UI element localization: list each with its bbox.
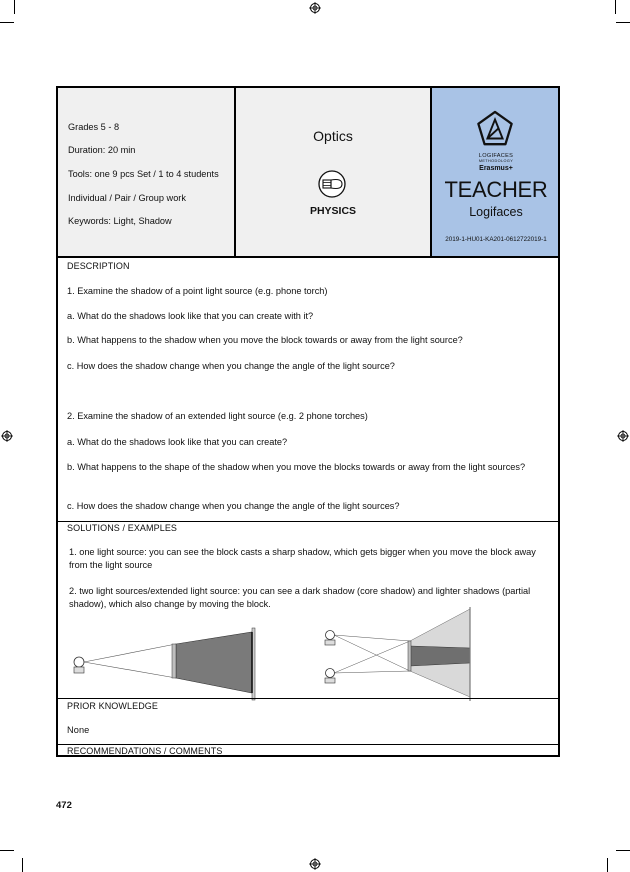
description-item: b. What happens to the shape of the shadow when you move the blocks towards or away from the light sources? xyxy=(67,462,526,472)
product-name: Logifaces xyxy=(469,205,523,219)
description-item: b. What happens to the shadow when you move the block towards or away from the light source? xyxy=(67,335,463,345)
description-item: c. How does the shadow change when you change the angle of the light source? xyxy=(67,361,395,371)
recommendations-heading: RECOMMENDATIONS / COMMENTS xyxy=(67,746,223,756)
worksheet-table xyxy=(56,86,560,757)
solution-item: 1. one light source: you can see the block casts a sharp shadow, which gets bigger when you move the block away from the light source xyxy=(69,547,536,570)
grades-text: Grades 5 - 8 xyxy=(68,122,120,132)
page-number: 472 xyxy=(56,800,72,811)
description-heading: DESCRIPTION xyxy=(67,261,130,271)
crop-mark xyxy=(615,0,616,14)
role-title: TEACHER xyxy=(444,177,548,202)
description-item: a. What do the shadows look like that you can create with it? xyxy=(67,311,314,321)
prior-knowledge-value: None xyxy=(67,725,90,735)
tools-text: Tools: one 9 pcs Set / 1 to 4 students xyxy=(68,169,219,179)
divider xyxy=(58,698,558,699)
crop-mark xyxy=(22,858,23,872)
registration-mark-icon xyxy=(1,430,13,442)
solution-item: 2. two light sources/extended light source: you can see a dark shadow (core shadow) and lighter shadows (partial shadow), which also change by moving the block. xyxy=(69,586,531,609)
lightbulb-side-icon xyxy=(317,169,347,199)
prior-knowledge-heading: PRIOR KNOWLEDGE xyxy=(67,701,159,711)
work-text: Individual / Pair / Group work xyxy=(68,193,186,203)
keywords-text: Keywords: Light, Shadow xyxy=(68,216,172,226)
registration-mark-icon xyxy=(309,2,321,14)
description-item: c. How does the shadow change when you change the angle of the light sources? xyxy=(67,501,400,511)
brand-cell xyxy=(430,88,558,258)
point-light-shadow-diagram xyxy=(66,623,266,703)
solutions-heading: SOLUTIONS / EXAMPLES xyxy=(67,523,178,533)
crop-mark xyxy=(616,850,630,851)
crop-mark xyxy=(14,0,15,14)
crop-mark xyxy=(607,858,608,872)
project-code: 2019-1-HU01-KA201-0612722019-1 xyxy=(445,236,547,243)
topic-cell xyxy=(236,88,430,258)
pentagon-logo-icon xyxy=(476,110,514,148)
registration-mark-icon xyxy=(617,430,629,442)
two-lights-shadow-diagram xyxy=(320,605,480,705)
description-item: a. What do the shadows look like that you can create? xyxy=(67,437,288,447)
duration-text: Duration: 20 min xyxy=(68,145,136,155)
crop-mark xyxy=(616,22,630,23)
crop-mark xyxy=(0,850,14,851)
divider xyxy=(58,521,558,522)
description-item: 2. Examine the shadow of an extended light source (e.g. 2 phone torches) xyxy=(67,411,368,421)
registration-mark-icon xyxy=(309,858,321,870)
info-cell xyxy=(58,88,236,258)
divider xyxy=(58,744,558,745)
crop-mark xyxy=(0,22,14,23)
logo-tagline: METHODOLOGY xyxy=(478,159,514,163)
erasmus-label: Erasmus+ xyxy=(479,165,513,172)
logo-name: LOGIFACES xyxy=(478,153,514,159)
subject-label: PHYSICS xyxy=(309,205,357,217)
topic-title: Optics xyxy=(313,128,353,144)
description-item: 1. Examine the shadow of a point light source (e.g. phone torch) xyxy=(67,286,328,296)
